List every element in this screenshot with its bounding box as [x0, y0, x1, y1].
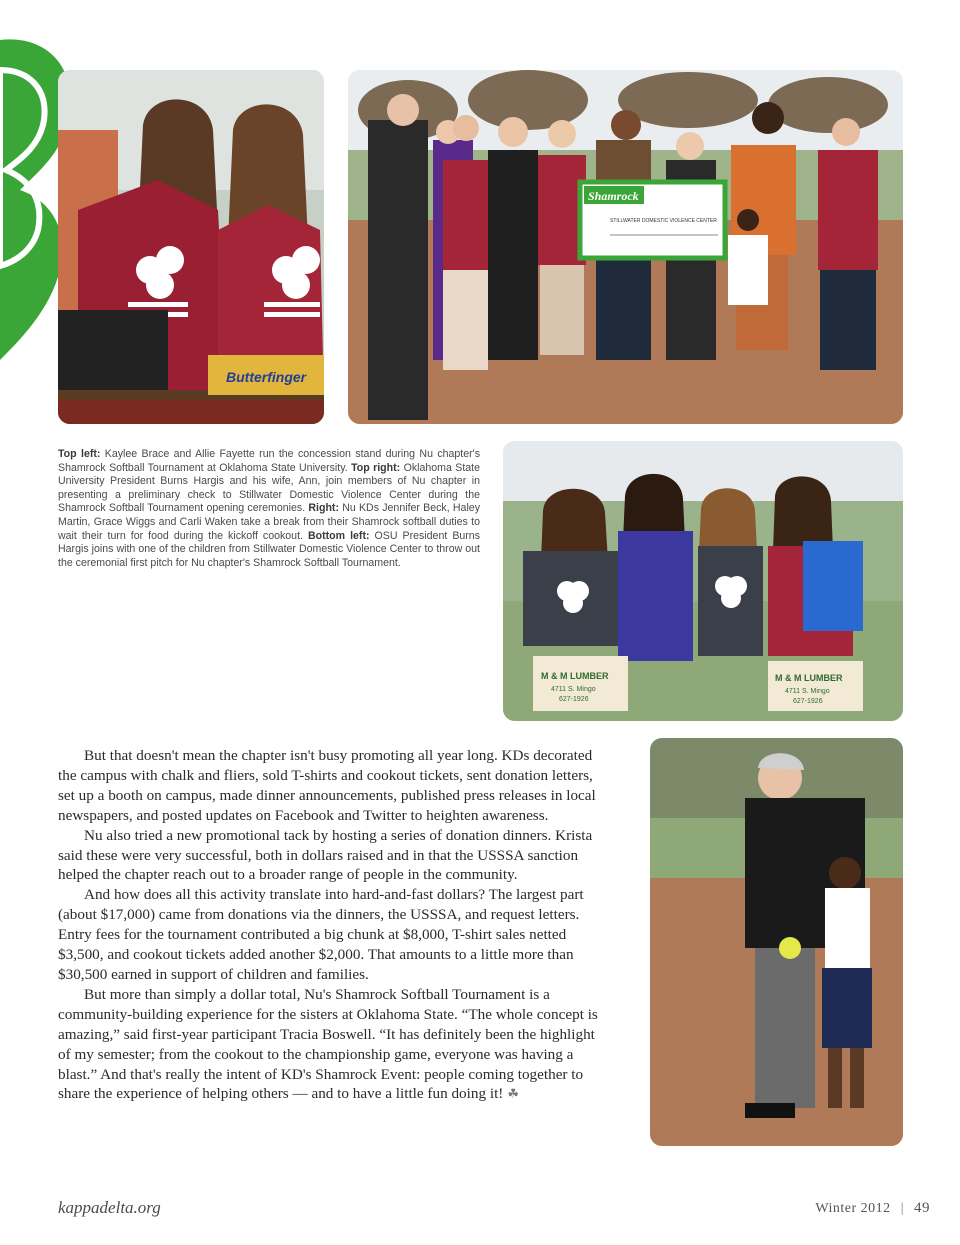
banner-right-line1: M & M LUMBER — [775, 673, 843, 683]
banner-right-line2: 4711 S. Mingo — [785, 688, 830, 695]
banner-left-line2: 4711 S. Mingo — [551, 686, 596, 693]
caption-label-bottom-left: Bottom left: — [308, 529, 370, 542]
photo-concession-stand — [58, 70, 324, 424]
caption-label-top-left: Top left: — [58, 448, 101, 460]
banner-right-line3: 627-1926 — [793, 698, 823, 705]
photo-check-presentation — [348, 70, 903, 424]
caption-label-top-right: Top right: — [351, 461, 401, 474]
article-paragraph: But that doesn't mean the chapter isn't busy promoting all year long. KDs decorated the campus with chalk and fliers, sold T-shirts and cookout tickets, sent donation letters, set up a booth on campus, made dinner announcements, published press releases in local newspapers, and posted updates on Facebook and Twitter to heighten awareness. — [58, 747, 596, 824]
caption-text-top-right: Oklahoma State University President Burns Hargis and his wife, Ann, join members of Nu chapter in presenting a preliminary check to Stillwater Domestic Violence Center during the Shamrock Softball Tournament opening ceremonies. — [58, 461, 481, 515]
article-body — [58, 746, 610, 1104]
article-paragraph: And how does all this activity translate into hard-and-fast dollars? The largest part (about $17,000) came from donations via the dinners, the USSSA, and request letters. Entry fees for the tournament contributed a big chunk at $8,000, T-shirt sales netted $3,500, and cookout tickets added another $2,000. That amounts to a little more than $30,500 earned in support of children and families. — [58, 886, 584, 983]
shamrock-end-icon: ☘ — [507, 1086, 520, 1102]
photo-first-pitch — [650, 738, 903, 1146]
caption-text-right: Nu KDs Jennifer Beck, Haley Martin, Grace Wiggs and Carli Waken take a break from their Shamrock softball duties to wait their turn for food during the kickoff cookout. — [58, 502, 480, 542]
article-paragraph: Nu also tried a new promotional tack by hosting a series of donation dinners. Krista said these were very successful, both in dollars raised and in that the USSSA sanction helped the chapter reach out to a broader range of people in the community. — [58, 826, 593, 884]
photo-four-kds — [503, 441, 903, 721]
footer-issue: Winter 2012 — [815, 1201, 891, 1216]
banner-left-line1: M & M LUMBER — [541, 671, 609, 681]
photo-caption — [58, 448, 480, 570]
footer-separator: | — [900, 1201, 904, 1216]
caption-label-right: Right: — [308, 502, 339, 515]
check-brand: Shamrock — [588, 189, 639, 203]
banner-left-line3: 627-1926 — [559, 696, 589, 703]
article-paragraph-last-text: But more than simply a dollar total, Nu's Shamrock Softball Tournament is a community-building experience for the sisters at Oklahoma State. “The whole concept is amazing,” said first-year participant Tracia Boswell. “It has definitely been the highlight of my semester; from the cookout to the championship game, everyone was having a blast.” And that's really the intent of KD's Shamrock Event: people coming together to share the experience of helping others — and to have a little fun doing it! — [58, 985, 598, 1103]
page-number: 49 — [914, 1200, 930, 1216]
article-paragraph-last — [58, 985, 610, 1104]
caption-text-top-left: Kaylee Brace and Allie Fayette run the concession stand during Nu chapter's Shamrock Softball Tournament at Oklahoma State University. — [58, 448, 480, 474]
footer-issue-page — [815, 1200, 930, 1217]
footer-site: kappadelta.org — [58, 1198, 161, 1217]
candy-label: Butterfinger — [226, 369, 307, 385]
caption-text-bottom-left: OSU President Burns Hargis joins with one of the children from Stillwater Domestic Violence Center to throw out the ceremonial first pitch for Nu chapter's Shamrock Softball Tournament. — [58, 529, 480, 569]
check-payee: STILLWATER DOMESTIC VIOLENCE CENTER — [610, 218, 717, 224]
